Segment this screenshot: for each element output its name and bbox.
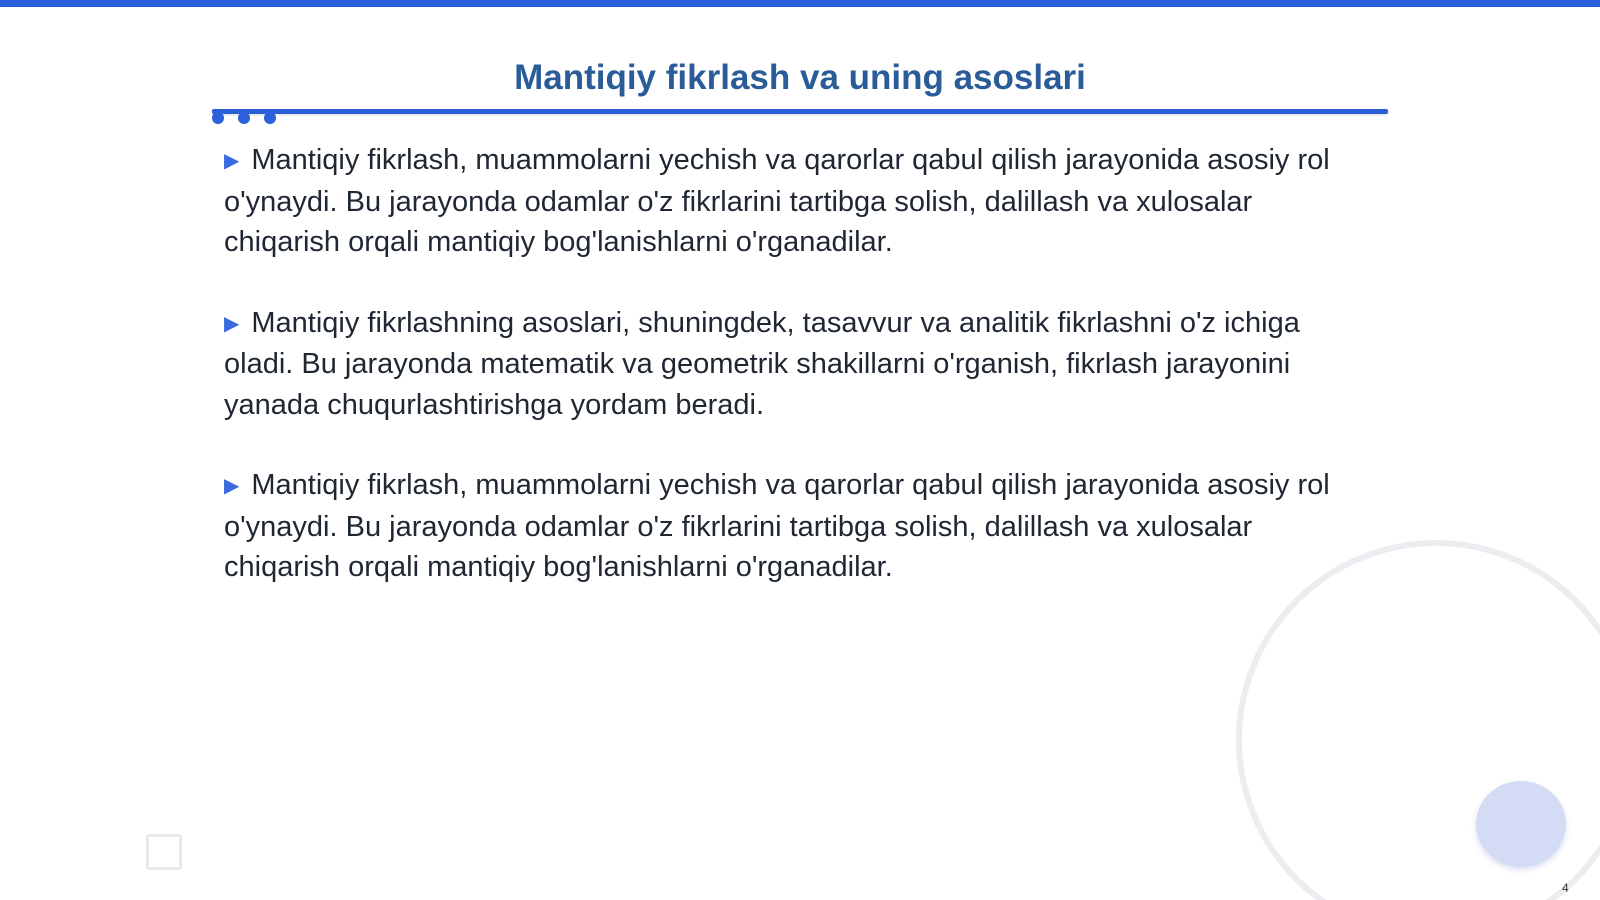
page-number: 4 [1562,881,1569,895]
title-underline [212,109,1388,114]
triangle-bullet-icon: ▶ [224,475,240,497]
decorative-dot [212,112,224,124]
triangle-bullet-icon: ▶ [224,312,240,335]
slide-title: Mantiqiy fikrlash va uning asoslari [514,58,1086,97]
bullet-list [224,140,1374,628]
bullet-item [224,140,1374,263]
decorative-square [146,834,182,870]
decorative-dot [238,112,250,124]
bullet-text: Mantiqiy fikrlash, muammolarni yechish va qarorlar qabul qilish jarayonida asosiy rol o'ynaydi. Bu jarayonda odamlar o'z fikrlarini tartibga solish, dalillash va xulosalar chiqarish orqali mantiqiy bog'lanishlarni o'rganadilar. [224,144,1330,258]
bullet-item [224,303,1374,426]
triangle-bullet-icon: ▶ [224,150,240,172]
bullet-text: Mantiqiy fikrlash, muammolarni yechish va qarorlar qabul qilish jarayonida asosiy rol o'ynaydi. Bu jarayonda odamlar o'z fikrlarini tartibga solish, dalillash va xulosalar chiqarish orqali mantiqiy bog'lanishlarni o'rganadilar. [224,469,1330,583]
top-accent-bar [0,0,1600,7]
decorative-dot [264,112,276,124]
bullet-text: Mantiqiy fikrlashning asoslari, shuningdek, tasavvur va analitik fikrlashni o'z ichiga oladi. Bu jarayonda matematik va geometrik shakillarni o'rganish, fikrlash jarayonini yanada chuqurlashtirishga yordam beradi. [224,306,1300,421]
decorative-circle [1476,781,1566,867]
bullet-item [224,465,1374,588]
